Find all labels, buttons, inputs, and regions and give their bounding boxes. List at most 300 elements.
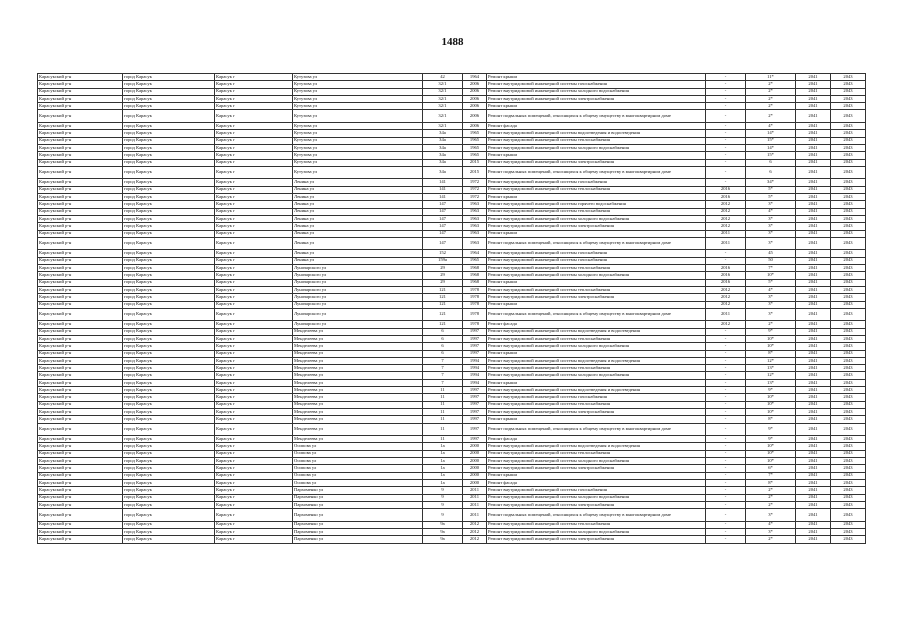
- end-year-cell: 2043: [831, 479, 866, 486]
- end-year-cell: 2043: [831, 279, 866, 286]
- year-built-cell: 2000: [463, 472, 487, 479]
- start-year-cell: 2041: [796, 487, 831, 494]
- house-number-cell: 11: [423, 387, 463, 394]
- end-year-cell: 2043: [831, 81, 866, 88]
- start-year-cell: 2041: [796, 223, 831, 230]
- end-year-cell: 2043: [831, 328, 866, 335]
- start-year-cell: 2041: [796, 321, 831, 328]
- start-year-cell: 2041: [796, 250, 831, 257]
- district-cell: Карасукский р-н: [38, 265, 123, 272]
- start-year-cell: 2041: [796, 208, 831, 215]
- wear-cell: 2*: [746, 321, 796, 328]
- settlement-cell: Карасук г: [215, 272, 293, 279]
- district-cell: Карасукский р-н: [38, 144, 123, 151]
- table-row: [38, 137, 866, 144]
- last-repair-year-cell: -: [706, 479, 746, 486]
- table-row: [38, 144, 866, 151]
- work-type-cell: Ремонт крыши: [487, 472, 706, 479]
- end-year-cell: 2043: [831, 137, 866, 144]
- year-built-cell: 2000: [463, 479, 487, 486]
- street-cell: Кутузова ул: [293, 159, 423, 166]
- house-number-cell: 11: [423, 408, 463, 415]
- municipality-cell: город Карасук: [123, 536, 215, 543]
- last-repair-year-cell: -: [706, 74, 746, 81]
- street-cell: Менделеева ул: [293, 416, 423, 423]
- wear-cell: 6*: [746, 465, 796, 472]
- work-type-cell: Ремонт внутридомовой инженерной системы газоснабжения: [487, 394, 706, 401]
- municipality-cell: город Карасук: [123, 186, 215, 193]
- table-row: [38, 335, 866, 342]
- start-year-cell: 2041: [796, 137, 831, 144]
- municipality-cell: город Карасук: [123, 103, 215, 110]
- work-type-cell: Ремонт внутридомовой инженерной системы электроснабжения: [487, 159, 706, 166]
- start-year-cell: 2041: [796, 230, 831, 237]
- start-year-cell: 2041: [796, 536, 831, 543]
- district-cell: Карасукский р-н: [38, 130, 123, 137]
- municipality-cell: город Карасук: [123, 208, 215, 215]
- work-type-cell: Ремонт крыши: [487, 103, 706, 110]
- last-repair-year-cell: -: [706, 88, 746, 95]
- municipality-cell: город Карасук: [123, 201, 215, 208]
- district-cell: Карасукский р-н: [38, 372, 123, 379]
- municipality-cell: город Карасук: [123, 416, 215, 423]
- street-cell: Менделеева ул: [293, 343, 423, 350]
- district-cell: Карасукский р-н: [38, 536, 123, 543]
- work-type-cell: Ремонт внутридомовой инженерной системы холодного водоснабжения: [487, 88, 706, 95]
- end-year-cell: 2043: [831, 443, 866, 450]
- last-repair-year-cell: -: [706, 487, 746, 494]
- house-number-cell: 34а: [423, 166, 463, 179]
- street-cell: Осипова ул: [293, 443, 423, 450]
- table-row: [38, 215, 866, 222]
- settlement-cell: Карасук г: [215, 88, 293, 95]
- settlement-cell: Карасук г: [215, 465, 293, 472]
- district-cell: Карасукский р-н: [38, 472, 123, 479]
- table-body: [38, 74, 866, 544]
- wear-cell: 2*: [746, 81, 796, 88]
- house-number-cell: 9а: [423, 529, 463, 536]
- street-cell: Луначарского ул: [293, 308, 423, 321]
- municipality-cell: город Карасук: [123, 501, 215, 508]
- start-year-cell: 2041: [796, 279, 831, 286]
- last-repair-year-cell: -: [706, 443, 746, 450]
- start-year-cell: 2041: [796, 95, 831, 102]
- municipality-cell: город Карасук: [123, 223, 215, 230]
- start-year-cell: 2041: [796, 144, 831, 151]
- year-built-cell: 1964: [463, 74, 487, 81]
- wear-cell: 3*: [746, 308, 796, 321]
- year-built-cell: 1994: [463, 372, 487, 379]
- work-type-cell: Ремонт внутридомовой инженерной системы электроснабжения: [487, 501, 706, 508]
- street-cell: Менделеева ул: [293, 408, 423, 415]
- street-cell: Кутузова ул: [293, 123, 423, 130]
- year-built-cell: 1963: [463, 237, 487, 250]
- wear-cell: 9*: [746, 328, 796, 335]
- settlement-cell: Карасук г: [215, 230, 293, 237]
- start-year-cell: 2041: [796, 372, 831, 379]
- last-repair-year-cell: 2012: [706, 321, 746, 328]
- work-type-cell: Ремонт внутридомовой инженерной системы теплоснабжения: [487, 450, 706, 457]
- district-cell: Карасукский р-н: [38, 223, 123, 230]
- house-number-cell: 11: [423, 401, 463, 408]
- district-cell: Карасукский р-н: [38, 443, 123, 450]
- municipality-cell: город Карасук: [123, 408, 215, 415]
- district-cell: Карасукский р-н: [38, 272, 123, 279]
- district-cell: Карасукский р-н: [38, 365, 123, 372]
- table-row: [38, 328, 866, 335]
- district-cell: Карасукский р-н: [38, 357, 123, 364]
- municipality-cell: город Карасук: [123, 450, 215, 457]
- wear-cell: 8*: [746, 479, 796, 486]
- house-number-cell: 9: [423, 487, 463, 494]
- work-type-cell: Ремонт внутридомовой инженерной системы холодного водоснабжения: [487, 272, 706, 279]
- start-year-cell: 2041: [796, 479, 831, 486]
- street-cell: Пархоменко ул: [293, 529, 423, 536]
- start-year-cell: 2041: [796, 301, 831, 308]
- wear-cell: 2*: [746, 88, 796, 95]
- house-number-cell: 29: [423, 265, 463, 272]
- wear-cell: 13*: [746, 379, 796, 386]
- table-row: [38, 408, 866, 415]
- settlement-cell: Карасук г: [215, 301, 293, 308]
- house-number-cell: 147: [423, 215, 463, 222]
- work-type-cell: Ремонт внутридомовой инженерной системы теплоснабжения: [487, 137, 706, 144]
- table-row: [38, 166, 866, 179]
- municipality-cell: город Карасук: [123, 365, 215, 372]
- street-cell: Кутузова ул: [293, 130, 423, 137]
- last-repair-year-cell: -: [706, 472, 746, 479]
- street-cell: Менделеева ул: [293, 365, 423, 372]
- last-repair-year-cell: -: [706, 166, 746, 179]
- settlement-cell: Карасук г: [215, 144, 293, 151]
- house-number-cell: 6: [423, 335, 463, 342]
- last-repair-year-cell: 2016: [706, 186, 746, 193]
- wear-cell: 45: [746, 250, 796, 257]
- district-cell: Карасукский р-н: [38, 279, 123, 286]
- table-row: [38, 223, 866, 230]
- last-repair-year-cell: -: [706, 387, 746, 394]
- work-type-cell: Ремонт крыши: [487, 194, 706, 201]
- house-number-cell: 32/1: [423, 110, 463, 123]
- table-row: [38, 450, 866, 457]
- municipality-cell: город Карасук: [123, 357, 215, 364]
- street-cell: Кутузова ул: [293, 88, 423, 95]
- last-repair-year-cell: -: [706, 144, 746, 151]
- street-cell: Ленина ул: [293, 223, 423, 230]
- table-row: [38, 401, 866, 408]
- district-cell: Карасукский р-н: [38, 74, 123, 81]
- repair-register-table: [37, 73, 866, 544]
- settlement-cell: Карасук г: [215, 137, 293, 144]
- street-cell: Менделеева ул: [293, 335, 423, 342]
- wear-cell: 2*: [746, 487, 796, 494]
- end-year-cell: 2043: [831, 321, 866, 328]
- year-built-cell: 1972: [463, 194, 487, 201]
- district-cell: Карасукский р-н: [38, 401, 123, 408]
- year-built-cell: 1978: [463, 308, 487, 321]
- start-year-cell: 2041: [796, 529, 831, 536]
- street-cell: Пархоменко ул: [293, 501, 423, 508]
- table-row: [38, 194, 866, 201]
- start-year-cell: 2041: [796, 265, 831, 272]
- year-built-cell: 2012: [463, 536, 487, 543]
- last-repair-year-cell: -: [706, 529, 746, 536]
- street-cell: Кутузова ул: [293, 81, 423, 88]
- start-year-cell: 2041: [796, 159, 831, 166]
- wear-cell: 6: [746, 166, 796, 179]
- municipality-cell: город Карасук: [123, 294, 215, 301]
- district-cell: Карасукский р-н: [38, 394, 123, 401]
- house-number-cell: 7: [423, 357, 463, 364]
- last-repair-year-cell: -: [706, 408, 746, 415]
- street-cell: Луначарского ул: [293, 272, 423, 279]
- street-cell: Ленина ул: [293, 215, 423, 222]
- end-year-cell: 2043: [831, 408, 866, 415]
- work-type-cell: Ремонт внутридомовой инженерной системы теплоснабжения: [487, 186, 706, 193]
- wear-cell: 4*: [746, 123, 796, 130]
- start-year-cell: 2041: [796, 450, 831, 457]
- wear-cell: 9*: [746, 387, 796, 394]
- street-cell: Кутузова ул: [293, 110, 423, 123]
- house-number-cell: 29: [423, 272, 463, 279]
- work-type-cell: Ремонт внутридомовой инженерной системы холодного водоснабжения: [487, 144, 706, 151]
- work-type-cell: Ремонт крыши: [487, 301, 706, 308]
- settlement-cell: Карасук г: [215, 186, 293, 193]
- year-built-cell: 1972: [463, 179, 487, 186]
- settlement-cell: Карасук г: [215, 208, 293, 215]
- last-repair-year-cell: -: [706, 335, 746, 342]
- wear-cell: 2*: [746, 103, 796, 110]
- year-built-cell: 1994: [463, 379, 487, 386]
- street-cell: Пархоменко ул: [293, 494, 423, 501]
- street-cell: Кутузова ул: [293, 166, 423, 179]
- district-cell: Карасукский р-н: [38, 159, 123, 166]
- table-row: [38, 501, 866, 508]
- table-row: [38, 237, 866, 250]
- table-row: [38, 308, 866, 321]
- table-row: [38, 443, 866, 450]
- wear-cell: 3*: [746, 529, 796, 536]
- house-number-cell: 147: [423, 230, 463, 237]
- wear-cell: 3*: [746, 223, 796, 230]
- settlement-cell: Карасук г: [215, 103, 293, 110]
- last-repair-year-cell: 2012: [706, 223, 746, 230]
- municipality-cell: город Карасук: [123, 529, 215, 536]
- municipality-cell: город Карасук: [123, 401, 215, 408]
- last-repair-year-cell: -: [706, 423, 746, 436]
- house-number-cell: 9а: [423, 521, 463, 528]
- work-type-cell: Ремонт крыши: [487, 152, 706, 159]
- wear-cell: 2*: [746, 501, 796, 508]
- district-cell: Карасукский р-н: [38, 194, 123, 201]
- start-year-cell: 2041: [796, 465, 831, 472]
- district-cell: Карасукский р-н: [38, 321, 123, 328]
- municipality-cell: город Карасук: [123, 521, 215, 528]
- last-repair-year-cell: -: [706, 250, 746, 257]
- settlement-cell: Карасук г: [215, 237, 293, 250]
- house-number-cell: 9а: [423, 536, 463, 543]
- wear-cell: 10*: [746, 335, 796, 342]
- work-type-cell: Ремонт внутридомовой инженерной системы теплоснабжения: [487, 521, 706, 528]
- end-year-cell: 2043: [831, 257, 866, 264]
- municipality-cell: город Карасук: [123, 343, 215, 350]
- year-built-cell: 1997: [463, 436, 487, 443]
- house-number-cell: 7: [423, 372, 463, 379]
- street-cell: Ленина ул: [293, 201, 423, 208]
- table-row: [38, 294, 866, 301]
- municipality-cell: город Карасук: [123, 179, 215, 186]
- municipality-cell: город Карасук: [123, 423, 215, 436]
- table-row: [38, 81, 866, 88]
- year-built-cell: 1997: [463, 408, 487, 415]
- street-cell: Кутузова ул: [293, 144, 423, 151]
- work-type-cell: Ремонт внутридомовой инженерной системы электроснабжения: [487, 408, 706, 415]
- year-built-cell: 2015: [463, 166, 487, 179]
- last-repair-year-cell: 2012: [706, 294, 746, 301]
- end-year-cell: 2043: [831, 472, 866, 479]
- last-repair-year-cell: -: [706, 343, 746, 350]
- street-cell: Луначарского ул: [293, 279, 423, 286]
- table-row: [38, 103, 866, 110]
- district-cell: Карасукский р-н: [38, 215, 123, 222]
- work-type-cell: Ремонт фасада: [487, 321, 706, 328]
- year-built-cell: 2011: [463, 509, 487, 522]
- last-repair-year-cell: -: [706, 372, 746, 379]
- last-repair-year-cell: -: [706, 257, 746, 264]
- last-repair-year-cell: -: [706, 458, 746, 465]
- year-built-cell: 1997: [463, 335, 487, 342]
- district-cell: Карасукский р-н: [38, 350, 123, 357]
- house-number-cell: 9: [423, 494, 463, 501]
- year-built-cell: 1965: [463, 257, 487, 264]
- start-year-cell: 2041: [796, 328, 831, 335]
- municipality-cell: город Карасук: [123, 321, 215, 328]
- year-built-cell: 2011: [463, 501, 487, 508]
- house-number-cell: 34а: [423, 152, 463, 159]
- work-type-cell: Ремонт подвальных помещений, относящихся к общему имуществу в многоквартирном доме: [487, 509, 706, 522]
- house-number-cell: 42: [423, 74, 463, 81]
- house-number-cell: 6: [423, 328, 463, 335]
- start-year-cell: 2041: [796, 179, 831, 186]
- house-number-cell: 11: [423, 394, 463, 401]
- end-year-cell: 2043: [831, 286, 866, 293]
- end-year-cell: 2043: [831, 88, 866, 95]
- table-row: [38, 416, 866, 423]
- end-year-cell: 2043: [831, 265, 866, 272]
- street-cell: Осипова ул: [293, 458, 423, 465]
- table-row: [38, 179, 866, 186]
- settlement-cell: Карасук г: [215, 110, 293, 123]
- municipality-cell: город Карасук: [123, 472, 215, 479]
- end-year-cell: 2043: [831, 387, 866, 394]
- page-number: 1488: [441, 36, 464, 48]
- settlement-cell: Карасук г: [215, 166, 293, 179]
- municipality-cell: город Карасук: [123, 301, 215, 308]
- last-repair-year-cell: -: [706, 152, 746, 159]
- start-year-cell: 2041: [796, 166, 831, 179]
- settlement-cell: Карасук г: [215, 529, 293, 536]
- work-type-cell: Ремонт внутридомовой инженерной системы водоотведения и водоотведения: [487, 443, 706, 450]
- street-cell: Менделеева ул: [293, 423, 423, 436]
- end-year-cell: 2043: [831, 423, 866, 436]
- settlement-cell: Карасук г: [215, 394, 293, 401]
- wear-cell: 10*: [746, 343, 796, 350]
- work-type-cell: Ремонт фасада: [487, 123, 706, 130]
- settlement-cell: Карасук г: [215, 357, 293, 364]
- table-row: [38, 379, 866, 386]
- district-cell: Карасукский р-н: [38, 479, 123, 486]
- year-built-cell: 2006: [463, 103, 487, 110]
- year-built-cell: 2011: [463, 487, 487, 494]
- municipality-cell: город Карасук: [123, 308, 215, 321]
- municipality-cell: город Карасук: [123, 335, 215, 342]
- table-row: [38, 394, 866, 401]
- table-row: [38, 301, 866, 308]
- street-cell: Менделеева ул: [293, 401, 423, 408]
- year-built-cell: 1965: [463, 144, 487, 151]
- end-year-cell: 2043: [831, 509, 866, 522]
- last-repair-year-cell: 2016: [706, 265, 746, 272]
- work-type-cell: Ремонт внутридомовой инженерной системы газоснабжения: [487, 250, 706, 257]
- district-cell: Карасукский р-н: [38, 328, 123, 335]
- municipality-cell: город Карасук: [123, 137, 215, 144]
- table-row: [38, 387, 866, 394]
- wear-cell: 10*: [746, 458, 796, 465]
- work-type-cell: Ремонт крыши: [487, 230, 706, 237]
- street-cell: Ленина ул: [293, 250, 423, 257]
- year-built-cell: 2012: [463, 521, 487, 528]
- street-cell: Ленина ул: [293, 208, 423, 215]
- street-cell: Менделеева ул: [293, 379, 423, 386]
- house-number-cell: 6: [423, 350, 463, 357]
- end-year-cell: 2043: [831, 144, 866, 151]
- municipality-cell: город Карасук: [123, 379, 215, 386]
- settlement-cell: Карасук г: [215, 123, 293, 130]
- district-cell: Карасукский р-н: [38, 379, 123, 386]
- work-type-cell: Ремонт крыши: [487, 416, 706, 423]
- end-year-cell: 2043: [831, 521, 866, 528]
- end-year-cell: 2043: [831, 401, 866, 408]
- municipality-cell: город Карасук: [123, 144, 215, 151]
- start-year-cell: 2041: [796, 416, 831, 423]
- municipality-cell: город Карасук: [123, 509, 215, 522]
- last-repair-year-cell: 2011: [706, 237, 746, 250]
- work-type-cell: Ремонт внутридомовой инженерной системы газоснабжения: [487, 487, 706, 494]
- year-built-cell: 1997: [463, 350, 487, 357]
- last-repair-year-cell: -: [706, 521, 746, 528]
- year-built-cell: 1965: [463, 152, 487, 159]
- table-row: [38, 257, 866, 264]
- municipality-cell: город Карасук: [123, 74, 215, 81]
- house-number-cell: 9: [423, 501, 463, 508]
- table-row: [38, 272, 866, 279]
- last-repair-year-cell: 2012: [706, 301, 746, 308]
- year-built-cell: 2011: [463, 494, 487, 501]
- last-repair-year-cell: -: [706, 509, 746, 522]
- last-repair-year-cell: 2012: [706, 201, 746, 208]
- start-year-cell: 2041: [796, 379, 831, 386]
- street-cell: Ленина ул: [293, 230, 423, 237]
- last-repair-year-cell: 2016: [706, 279, 746, 286]
- wear-cell: 7*: [746, 265, 796, 272]
- district-cell: Карасукский р-н: [38, 257, 123, 264]
- work-type-cell: Ремонт внутридомовой инженерной системы газоснабжения: [487, 257, 706, 264]
- settlement-cell: Карасук г: [215, 372, 293, 379]
- settlement-cell: Карасук г: [215, 436, 293, 443]
- work-type-cell: Ремонт внутридомовой инженерной системы теплоснабжения: [487, 335, 706, 342]
- house-number-cell: 147: [423, 237, 463, 250]
- start-year-cell: 2041: [796, 186, 831, 193]
